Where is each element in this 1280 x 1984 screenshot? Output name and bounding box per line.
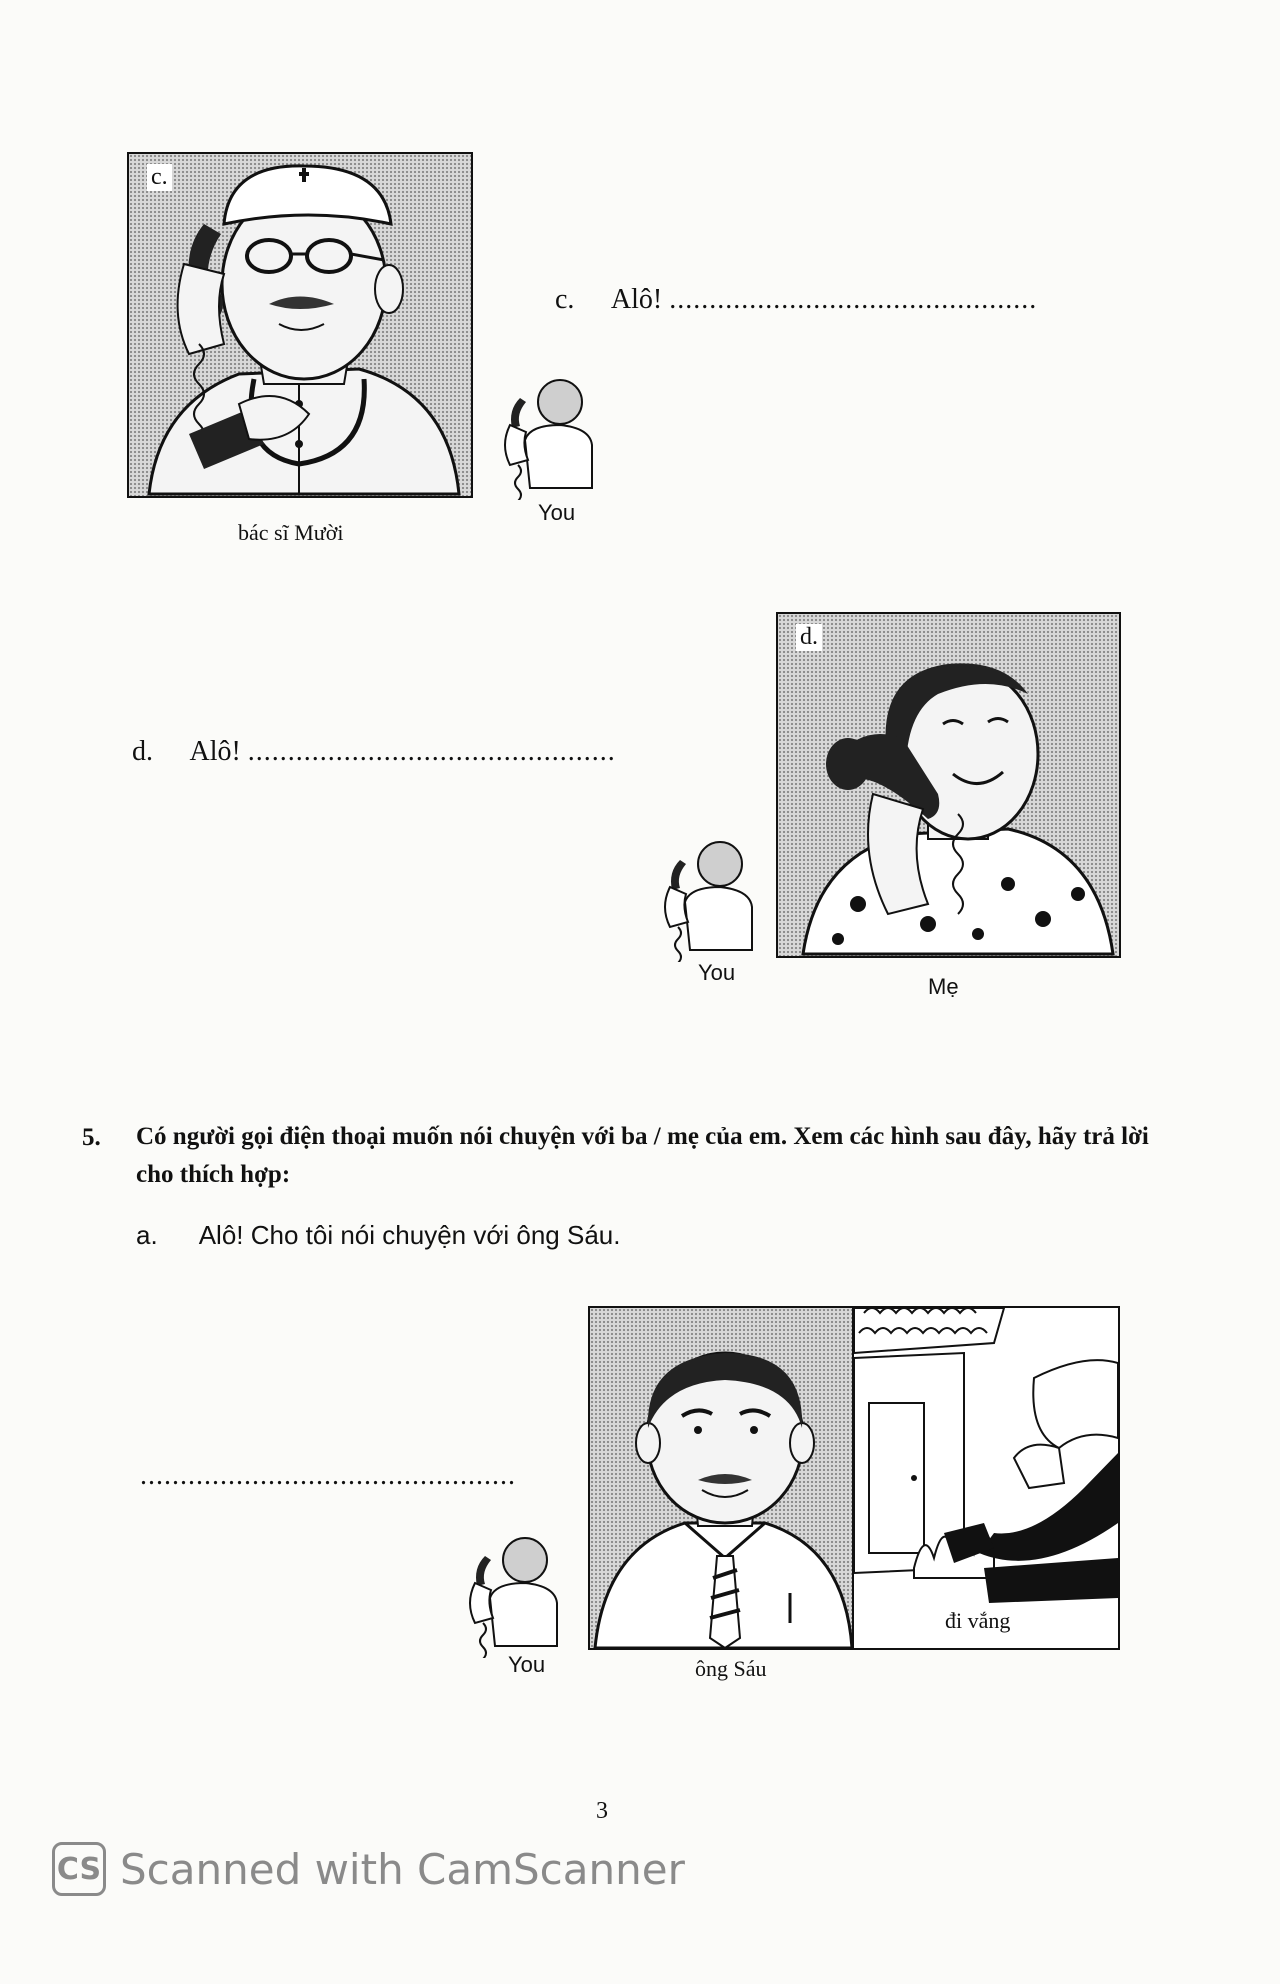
camscanner-text: Scanned with CamScanner (120, 1844, 685, 1894)
item-a-label: a. (136, 1220, 158, 1250)
item-a-text: Alô! Cho tôi nói chuyện với ông Sáu. (198, 1220, 621, 1250)
caller-you-icon (455, 1528, 565, 1658)
caller-you-icon (650, 832, 760, 962)
doctor-caption: bác sĩ Mười (238, 520, 344, 545)
answer-dots-a[interactable]: ............................................... (140, 1460, 516, 1491)
panel-away (852, 1306, 1120, 1650)
panel-ong-sau (588, 1306, 856, 1650)
you-caption-c: You (538, 500, 576, 525)
item-a (136, 1220, 620, 1251)
camscanner-logo-icon: CS (52, 1842, 106, 1896)
you-caption-5: You (508, 1652, 546, 1677)
you-caption-d: You (698, 960, 736, 985)
house-leaving-illustration (854, 1308, 1118, 1648)
man-portrait-illustration (590, 1308, 854, 1648)
prompt-d-answer-dots[interactable]: .............................................. (247, 736, 616, 767)
caller-you-icon (490, 370, 600, 500)
prompt-d-text: Alô! (189, 736, 241, 767)
ong-sau-caption: ông Sáu (695, 1656, 767, 1681)
mother-phone-illustration (778, 614, 1119, 956)
doctor-phone-illustration (129, 154, 471, 496)
camscanner-watermark (52, 1842, 685, 1896)
prompt-c (555, 284, 1037, 316)
panel-doctor (127, 152, 473, 498)
prompt-d (132, 736, 616, 768)
panel-mother (776, 612, 1121, 958)
question-number: 5. (82, 1124, 101, 1151)
mother-caption: Mẹ (928, 974, 959, 999)
away-caption: đi vắng (942, 1608, 1013, 1634)
question-text: Có người gọi điện thoại muốn nói chuyện với ba / mẹ của em. Xem các hình sau đây, hãy trả lời cho thích hợp: (136, 1123, 1149, 1188)
prompt-d-label: d. (132, 736, 153, 767)
prompt-c-answer-dots[interactable]: .............................................. (669, 284, 1038, 315)
panel-letter-c: c. (147, 164, 172, 191)
prompt-c-label: c. (555, 284, 575, 315)
page-number: 3 (596, 1798, 608, 1824)
panel-letter-d: d. (796, 624, 822, 651)
prompt-c-text: Alô! (610, 284, 663, 315)
